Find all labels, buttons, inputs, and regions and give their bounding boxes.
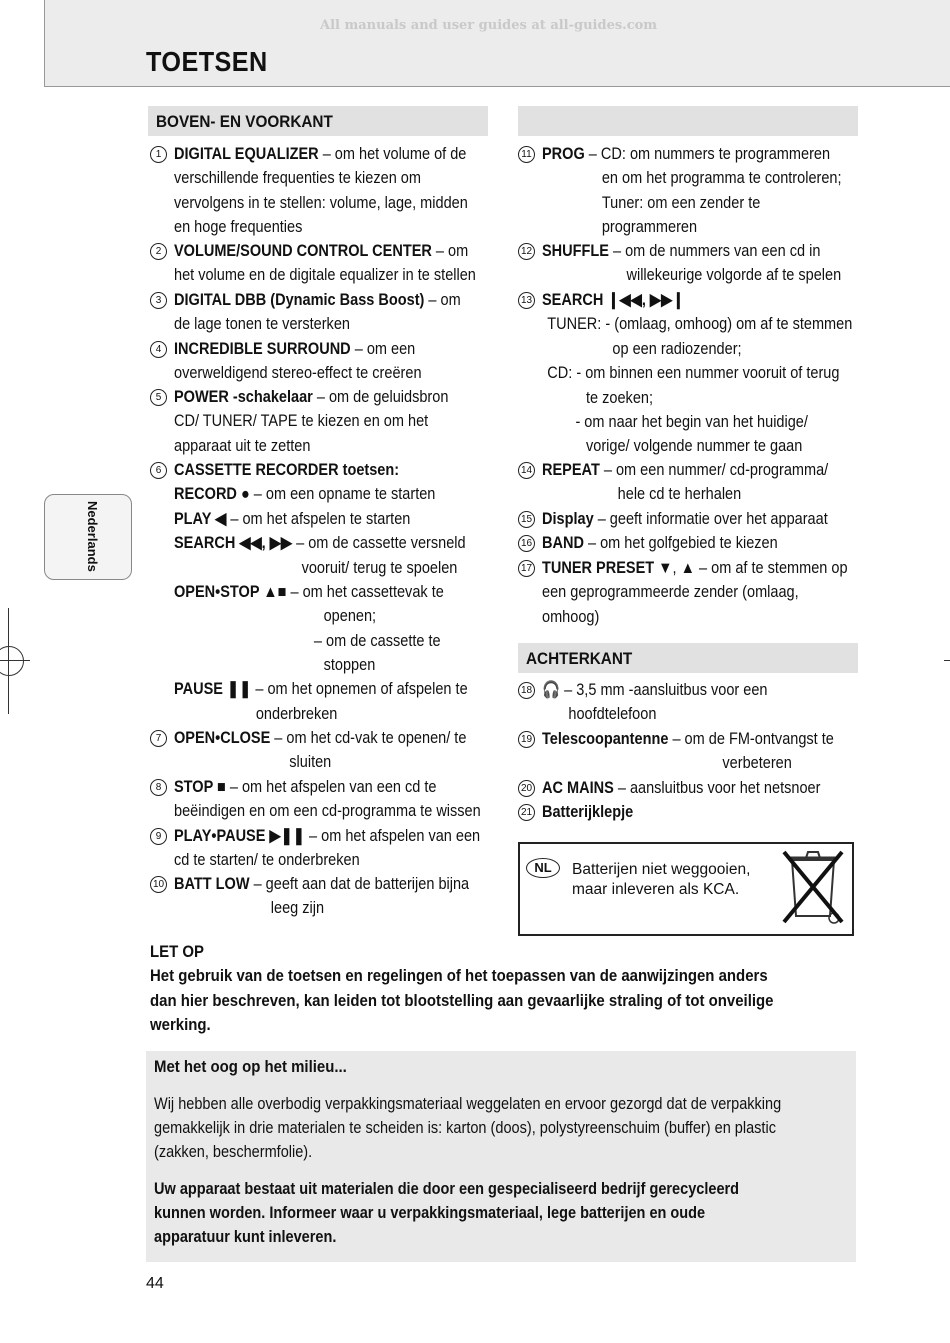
headphone-icon: 🎧 [542, 681, 561, 699]
item-number: 19 [518, 731, 535, 748]
item-number: 15 [518, 511, 535, 528]
environment-title: Met het oog op het milieu... [154, 1057, 347, 1076]
section-header-blank [518, 106, 858, 136]
language-tab [44, 494, 132, 580]
item-number: 14 [518, 462, 535, 479]
section-header-rear: ACHTERKANT [518, 643, 858, 673]
item-number: 13 [518, 292, 535, 309]
item-number: 10 [150, 876, 167, 893]
item-number: 20 [518, 780, 535, 797]
item-number: 12 [518, 243, 535, 260]
item-number: 16 [518, 535, 535, 552]
item-number: 7 [150, 730, 167, 747]
page-number: 44 [146, 1275, 164, 1292]
item-number: 9 [150, 828, 167, 845]
item-number: 8 [150, 779, 167, 796]
watermark: All manuals and user guides at all-guides.com [320, 18, 658, 33]
item-number: 2 [150, 243, 167, 260]
nl-badge: NL [526, 858, 560, 878]
registration-mark [0, 646, 24, 676]
crossed-bin-icon [778, 846, 848, 928]
item-number: 1 [150, 146, 167, 163]
item-number: 5 [150, 389, 167, 406]
item-number: 3 [150, 292, 167, 309]
warning-block: LET OP Het gebruik van de toetsen en regelingen of het toepassen van de aanwijzingen anders dan hier beschreven, kan leiden tot blootstelling aan gevaarlijke straling of tot onveilige werking. [150, 940, 870, 1038]
crop-mark [944, 660, 950, 661]
item-number: 17 [518, 560, 535, 577]
page-title: TOETSEN [146, 46, 268, 77]
section-header-front: BOVEN- EN VOORKANT [148, 106, 488, 136]
item-number: 18 [518, 682, 535, 699]
battery-disposal-notice: NL Batterijen niet weggooien, maar inleveren als KCA. [518, 842, 854, 936]
warning-title: LET OP [150, 942, 205, 961]
language-tab-label: Nederlands [85, 501, 100, 572]
item-number: 11 [518, 146, 535, 163]
environment-box: Met het oog op het milieu... Wij hebben alle overbodig verpakkingsmateriaal weggelaten en ervoor gezorgd dat de verpakking gemakkelijk in drie materialen te scheiden is: karton (doos), polystyreenschuim (buffer) en plastic (zakken, beschermfolie). Uw apparaat bestaat uit materialen die door een gespecialiseerd bedrijf gerecycleerd kunnen worden. Informeer waar u verpakkingsmateriaal, lege batterijen en oude apparatuur kunt inleveren. [146, 1051, 856, 1262]
item-number: 4 [150, 341, 167, 358]
item-number: 21 [518, 804, 535, 821]
item-number: 6 [150, 462, 167, 479]
